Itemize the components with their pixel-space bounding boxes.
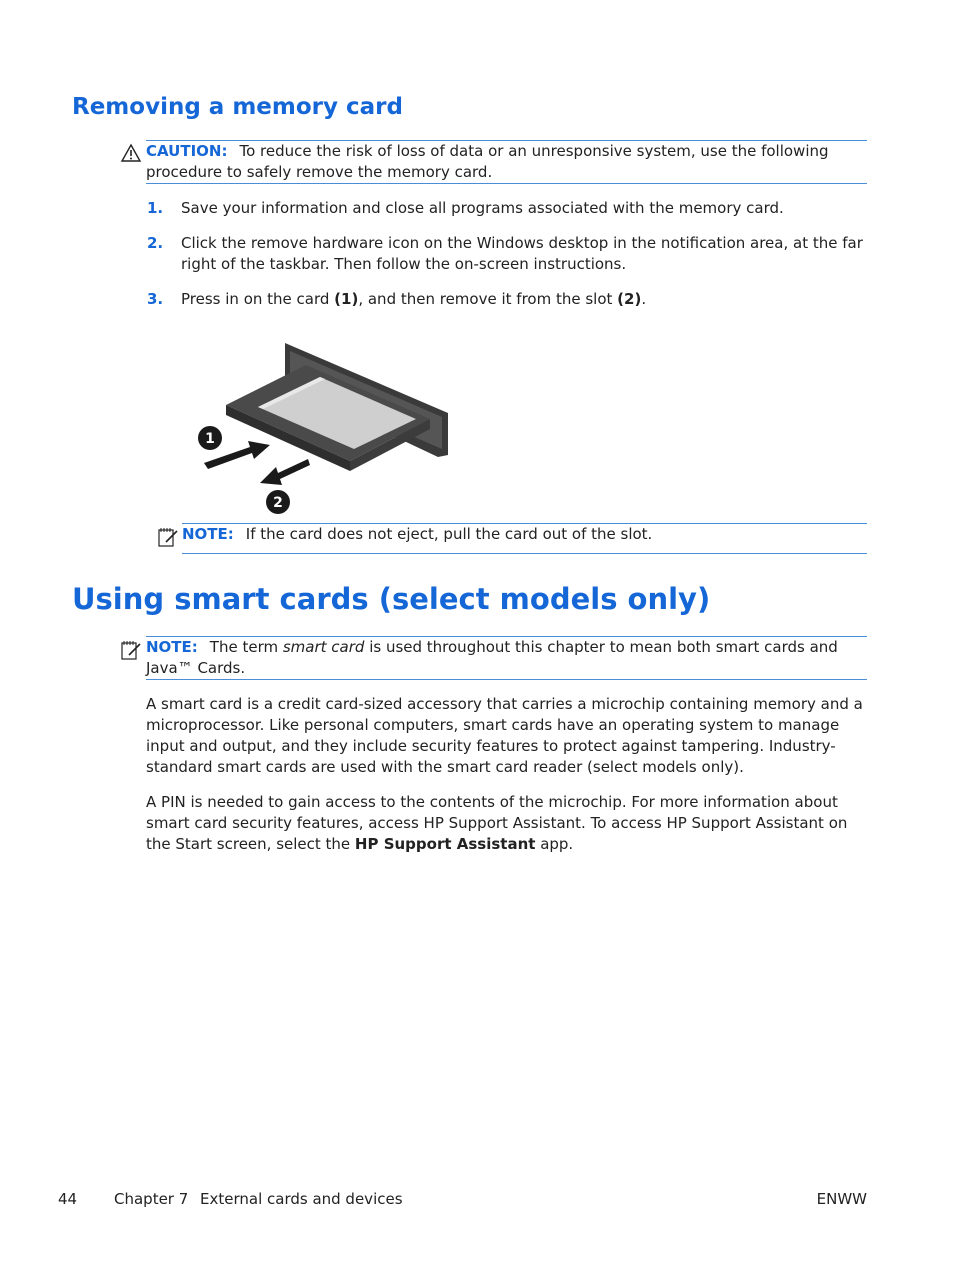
pin-info-paragraph xyxy=(146,792,868,855)
step-3 xyxy=(147,289,877,311)
step-number: 3. xyxy=(147,290,164,308)
note-pencil-icon xyxy=(157,526,179,548)
note2-box xyxy=(146,637,846,679)
figure-callout-2: 2 xyxy=(273,495,283,511)
step-text xyxy=(181,233,871,275)
step-text xyxy=(181,289,871,310)
note-bottom-rule xyxy=(182,553,867,554)
text-run: A PIN is needed to gain access to the contents of the microchip. For more information about smart card security features, access HP Support Assistant. To access HP Support Assistant on the Start screen, select the xyxy=(146,793,848,853)
step-2 xyxy=(147,233,877,277)
memory-card-removal-illustration xyxy=(190,335,460,520)
caution-bottom-rule xyxy=(146,183,867,184)
text-run: , and then remove it from the slot xyxy=(358,290,618,308)
text-run: (1) xyxy=(334,290,359,308)
footer-chapter-title: External cards and devices xyxy=(200,1190,403,1208)
note-pencil-icon xyxy=(120,639,142,661)
step-1 xyxy=(147,198,877,220)
text-run: Press in on the card xyxy=(181,290,335,308)
caution-triangle-icon xyxy=(120,143,144,165)
text-run: . xyxy=(641,290,647,308)
note-text xyxy=(146,638,838,677)
note2-bottom-rule xyxy=(146,679,867,680)
text-run: HP Support Assistant xyxy=(354,835,536,853)
note-box xyxy=(182,524,868,545)
page-number: 44 xyxy=(58,1190,78,1208)
footer-chapter: Chapter 7 xyxy=(114,1190,189,1208)
text-run: app. xyxy=(535,835,574,853)
step-number: 2. xyxy=(147,234,164,252)
caution-text: To reduce the risk of loss of data or an unresponsive system, use the following procedure to safely remove the memory card. xyxy=(146,142,829,181)
step-text xyxy=(181,198,871,219)
smart-card-description-paragraph: A smart card is a credit card-sized accessory that carries a microchip containing memory and a microprocessor. Like personal computers, smart cards have an operating system to manage input and output, and they include security features to protect against tampering. Industry-standard smart cards are used with the smart card reader (select models only). xyxy=(146,695,863,776)
section-heading-using-smart-cards: Using smart cards (select models only) xyxy=(72,582,711,616)
section-heading-removing-memory-card: Removing a memory card xyxy=(72,94,403,120)
note-label: NOTE: xyxy=(182,525,234,543)
figure-callout-1: 1 xyxy=(205,431,215,447)
note-text: If the card does not eject, pull the card out of the slot. xyxy=(245,525,653,543)
text-run: Save your information and close all programs associated with the memory card. xyxy=(181,199,784,217)
caution-box xyxy=(146,141,868,183)
caution-label: CAUTION: xyxy=(146,142,228,160)
step-number: 1. xyxy=(147,199,164,217)
text-run: smart card xyxy=(282,638,365,656)
note-label: NOTE: xyxy=(146,638,198,656)
footer-right-label: ENWW xyxy=(816,1190,867,1208)
text-run: Click the remove hardware icon on the Windows desktop in the notification area, at the far right of the taskbar. Then follow the on-screen instructions. xyxy=(181,234,863,273)
text-run: (2) xyxy=(617,290,642,308)
text-run: is used throughout this chapter to mean both smart cards and Java™ Cards. xyxy=(146,638,838,677)
text-run: The term xyxy=(209,638,283,656)
